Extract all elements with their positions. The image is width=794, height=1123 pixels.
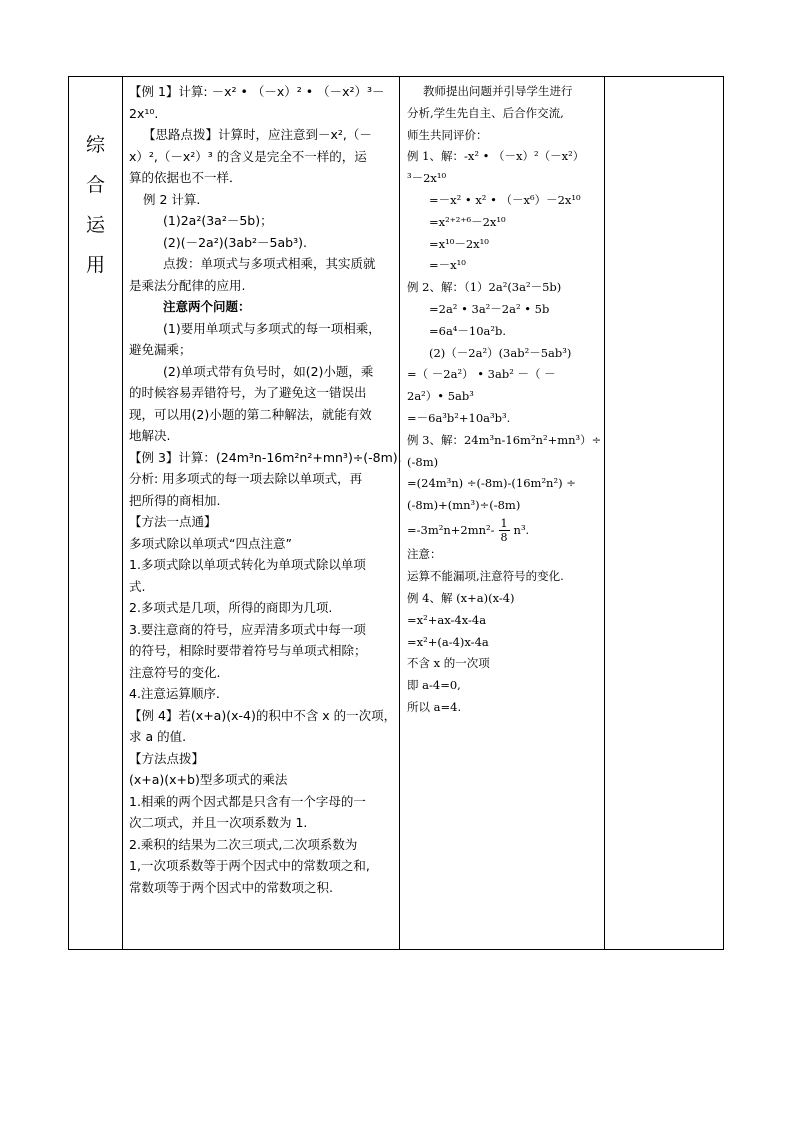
- section-title-char: 用: [85, 254, 105, 276]
- text-line: =x²+(a-4)x-4a: [407, 634, 489, 649]
- text-line: 4.注意运算顺序.: [129, 686, 220, 701]
- text-line: (1)2a²(3a²－5b)；: [163, 213, 273, 228]
- text-line: 算的依据也不一样．: [129, 170, 242, 185]
- text-line: 例 2、解：（1）2a²(3a²－5b): [407, 280, 562, 295]
- text-line: 1,一次项系数等于两个因式中的常数项之和,: [129, 858, 370, 873]
- text-line: 地解决.: [129, 428, 171, 443]
- text-line: 分析,学生先自主、后合作交流,: [407, 105, 564, 120]
- text-line: (-8m): [407, 454, 439, 469]
- text-line: 注意符号的变化.: [129, 664, 221, 680]
- text-line: 分析: 用多项式的每一项去除以单项式，再: [129, 471, 363, 486]
- text-line: 多项式除以单项式“四点注意”: [129, 535, 292, 551]
- text-line: 的符号，相除时要带着符号与单项式相除；: [129, 643, 367, 658]
- text-line: 【方法一点通】: [129, 514, 217, 529]
- text-line: 把所得的商相加.: [129, 492, 221, 508]
- text-line: =(24m³n) ÷(-8m)-(16m²n²) ÷: [407, 476, 576, 491]
- text-line: 即 a-4=0,: [407, 678, 461, 693]
- column-divider-2: [399, 77, 400, 949]
- text-line: 避免漏乘；: [129, 342, 192, 357]
- text-line: =（ －2a²） • 3ab² －（ －: [407, 367, 556, 382]
- text-line: =6a⁴－10a²b.: [429, 323, 507, 338]
- text-line: 运算不能漏项,注意符号的变化.: [407, 569, 564, 584]
- lesson-table: [68, 76, 724, 950]
- example3-result-line: [407, 517, 603, 545]
- activity-column: [407, 81, 603, 719]
- text-line: 常数项等于两个因式中的常数项之积.: [129, 879, 333, 895]
- text-line: 求 a 的值.: [129, 729, 187, 744]
- text-line: 师生共同评价：: [407, 127, 488, 142]
- text-line: x）²,（－x²）³ 的含义是完全不一样的，运: [129, 148, 367, 164]
- text-line: 【方法点拨】: [129, 750, 205, 766]
- text-line: 1.多项式除以单项式转化为单项式除以单项: [129, 557, 366, 572]
- text-line: 【例 4】若(x+a)(x-4)的积中不含 x 的一次项，: [129, 707, 397, 723]
- result-after: n³.: [513, 522, 530, 537]
- text-line: =x²+ax-4x-4a: [407, 612, 487, 627]
- text-line: =2a² • 3a²－2a² • 5b: [429, 301, 550, 316]
- text-line: 1.相乘的两个因式都是只含有一个字母的一: [129, 793, 366, 809]
- text-line: 【例 3】计算：(24m³n-16m²n²+mn³)÷(-8m).: [129, 449, 402, 465]
- text-line: (-8m)+(mn³)÷(-8m): [407, 498, 521, 513]
- text-line: 2.多项式是几项，所得的商即为几项.: [129, 600, 333, 615]
- section-title: [69, 125, 122, 285]
- text-line: 【思路点拨】计算时，应注意到－x²,（－: [143, 127, 372, 142]
- text-line: 式.: [129, 578, 146, 594]
- fraction-numerator: 1: [500, 517, 508, 531]
- text-line: =－6a³b²+10a³b³.: [407, 410, 511, 425]
- text-line: 【例 1】计算: －x² • （－x）² • （－x²）³－: [129, 84, 385, 99]
- fraction-denominator: 8: [500, 531, 508, 545]
- text-line: 例 2 计算.: [143, 191, 201, 207]
- text-line: 现，可以用(2)小题的第二种解法，就能有效: [129, 406, 372, 422]
- section-title-char: 运: [85, 214, 105, 236]
- result-before: =-3m²n+2mn²-: [407, 522, 495, 537]
- text-line: 次二项式，并且一次项系数为 1.: [129, 815, 308, 830]
- text-line: (x+a)(x+b)型多项式的乘法: [129, 772, 288, 787]
- fraction: [499, 517, 510, 544]
- text-line: (2)（－2a²）(3ab²－5ab³): [429, 345, 572, 360]
- column-divider-3: [604, 77, 605, 949]
- text-line: =－x² • x² • （－x⁶）－2x¹⁰: [429, 192, 581, 207]
- text-line: 注意：: [407, 547, 442, 562]
- text-line: =－x¹⁰: [429, 258, 466, 273]
- text-line: 是乘法分配律的应用.: [129, 277, 246, 293]
- column-divider-1: [122, 77, 123, 949]
- text-line: =x¹⁰－2x¹⁰: [429, 236, 489, 251]
- content-column: [129, 81, 402, 898]
- text-line: 点拨：单项式与多项式相乘，其实质就: [163, 256, 376, 271]
- text-line: 所以 a=4.: [407, 700, 462, 715]
- text-line: 2.乘积的结果为二次三项式,二次项系数为: [129, 836, 358, 852]
- text-line: 不含 x 的一次项: [407, 656, 490, 671]
- text-line: 2x¹⁰.: [129, 105, 159, 121]
- text-line: 3.要注意商的符号，应弄清多项式中每一项: [129, 621, 366, 637]
- text-line: =x²⁺²⁺⁶－2x¹⁰: [429, 214, 506, 229]
- text-line: 例 3、解：24m³n-16m²n²+mn³）÷: [407, 432, 602, 447]
- text-line: (1)要用单项式与多项式的每一项相乘，: [163, 320, 381, 336]
- text-line: 教师提出问题并引导学生进行: [423, 84, 573, 98]
- text-line: 注意两个问题：: [163, 299, 251, 314]
- text-line: 2a²）• 5ab³: [407, 389, 474, 404]
- text-line: (2)单项式带有负号时，如(2)小题，乘: [163, 363, 374, 379]
- section-title-char: 综: [85, 134, 105, 156]
- text-line: 例 1、解：-x² • （－x）²（－x²）: [407, 149, 585, 164]
- text-line: (2)(－2a²)(3ab²－5ab³).: [163, 234, 307, 250]
- text-line: 的时候容易弄错符号，为了避免这一错误出: [129, 385, 367, 400]
- section-title-char: 合: [85, 174, 105, 196]
- text-line: ³－2x¹⁰: [407, 171, 447, 186]
- text-line: 例 4、解 (x+a)(x-4): [407, 591, 515, 606]
